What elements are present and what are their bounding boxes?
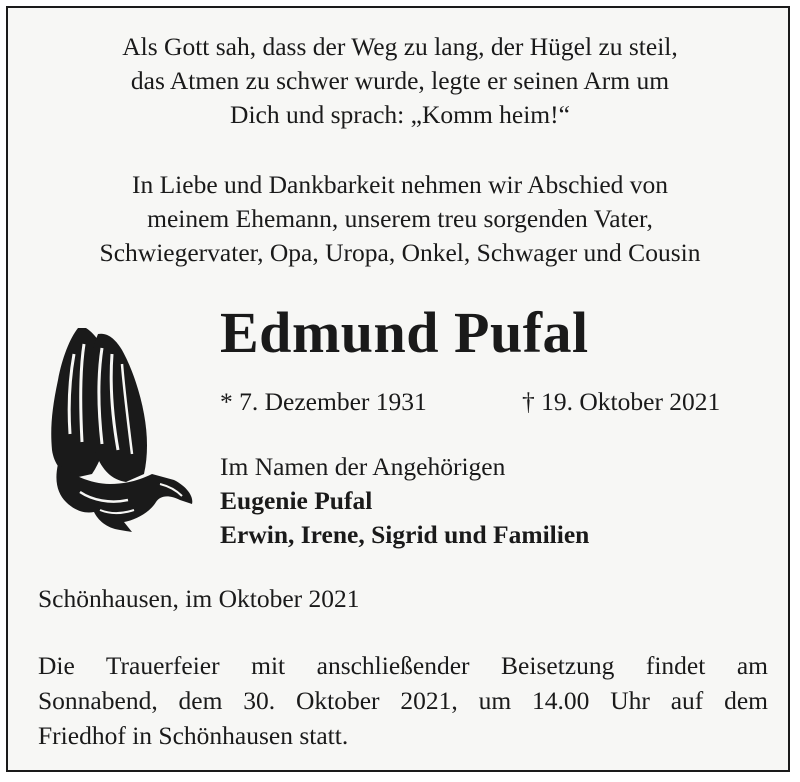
- funeral-details: [38, 648, 768, 753]
- farewell-text: [8, 168, 792, 270]
- praying-hands-icon: [40, 324, 200, 536]
- on-behalf-label: Im Namen der Angehörigen: [220, 452, 506, 481]
- funeral-line: Die Trauerfeier mit anschließender Beisetzung findet am: [38, 651, 768, 680]
- death-date: † 19. Oktober 2021: [522, 387, 721, 416]
- mourners-block: [220, 450, 589, 552]
- birth-date: * 7. Dezember 1931: [220, 387, 427, 416]
- quote-line: Dich und sprach: „Komm heim!“: [230, 100, 570, 129]
- farewell-line: Schwiegervater, Opa, Uropa, Onkel, Schwager und Cousin: [99, 238, 701, 267]
- funeral-line: Sonnabend, dem 30. Oktober 2021, um 14.00 Uhr auf dem: [38, 686, 768, 715]
- quote-line: das Atmen zu schwer wurde, legte er seinen Arm um: [130, 66, 670, 95]
- farewell-line: In Liebe und Dankbarkeit nehmen wir Abschied von: [131, 170, 669, 199]
- funeral-line: Friedhof in Schönhausen statt.: [38, 721, 349, 750]
- deceased-name: Edmund Pufal: [220, 300, 589, 365]
- place-and-date: Schönhausen, im Oktober 2021: [38, 584, 360, 613]
- mourner-name: Eugenie Pufal: [220, 486, 373, 515]
- mourner-name: Erwin, Irene, Sigrid und Familien: [220, 520, 590, 549]
- quote-line: Als Gott sah, dass der Weg zu lang, der Hügel zu steil,: [122, 32, 678, 61]
- opening-quote: [8, 30, 792, 132]
- obituary-notice: [6, 6, 790, 772]
- farewell-line: meinem Ehemann, unserem treu sorgenden Vater,: [147, 204, 653, 233]
